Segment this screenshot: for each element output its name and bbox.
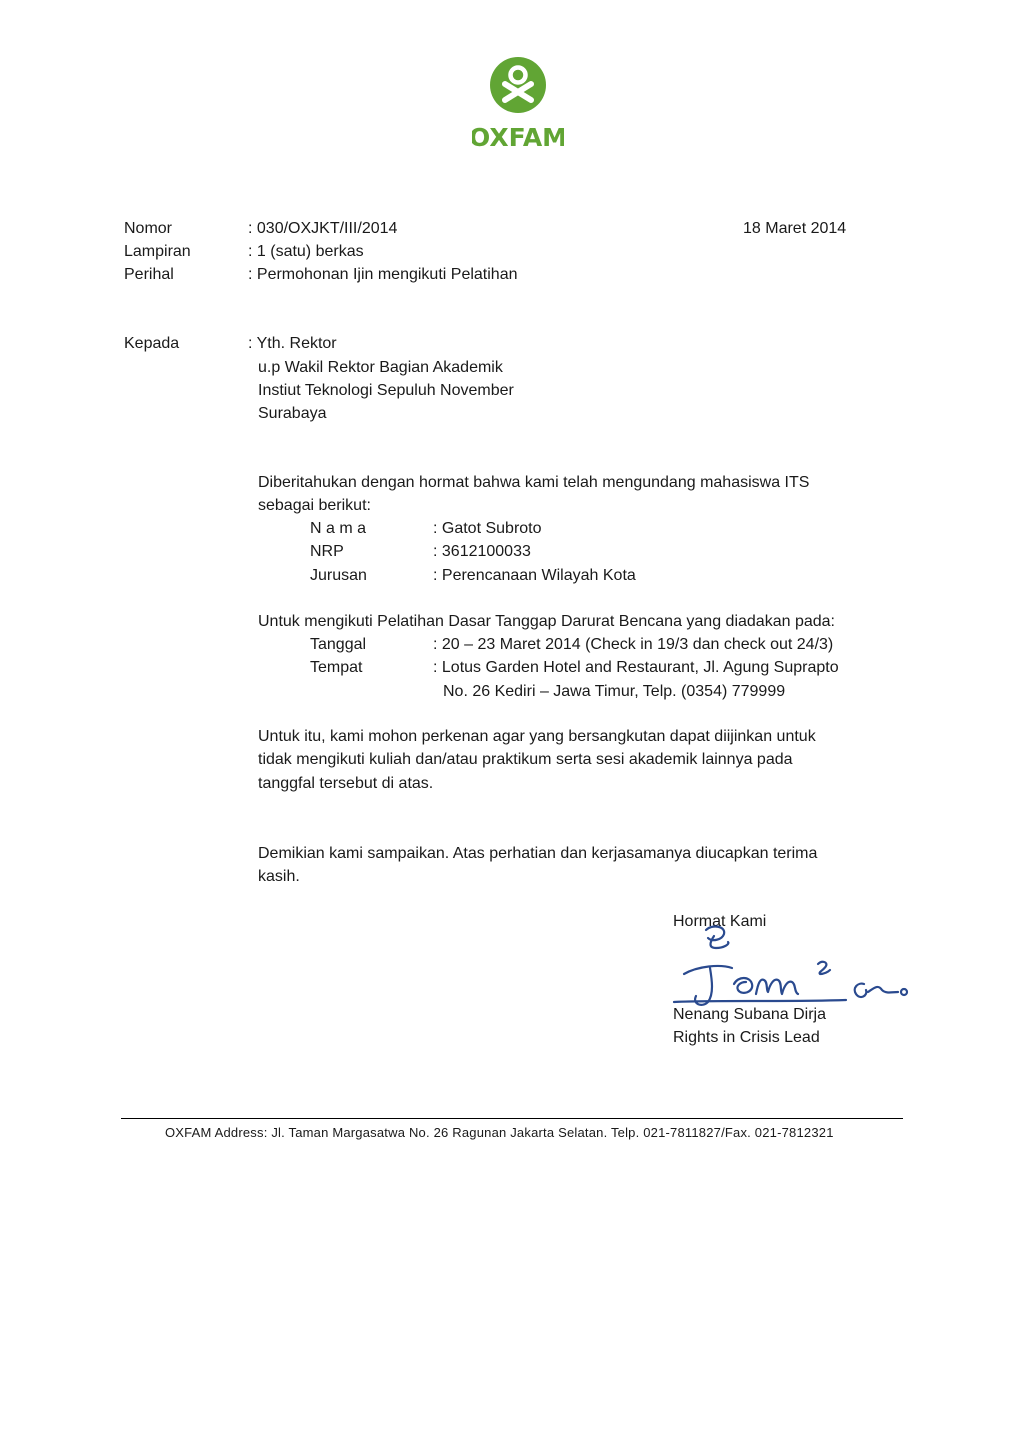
- oxfam-logo: [472, 55, 564, 155]
- lampiran-label: Lampiran: [124, 243, 191, 260]
- perihal-value: : Permohonan Ijin mengikuti Pelatihan: [248, 266, 518, 283]
- training-intro: Untuk mengikuti Pelatihan Dasar Tanggap Darurat Bencana yang diadakan pada:: [258, 613, 835, 630]
- training-value: : 20 – 23 Maret 2014 (Check in 19/3 dan check out 24/3): [433, 636, 834, 653]
- nomor-label: Nomor: [124, 220, 173, 237]
- request-line: tidak mengikuti kuliah dan/atau praktikum serta sesi akademik lainnya pada: [258, 751, 793, 768]
- training-label: Tanggal: [310, 636, 367, 653]
- kepada-label: Kepada: [124, 335, 180, 352]
- training-value-continued: No. 26 Kediri – Jawa Timur, Telp. (0354) 779999: [443, 683, 786, 700]
- student-value: : 3612100033: [433, 543, 531, 560]
- recipient-line: Instiut Teknologi Sepuluh November: [258, 382, 514, 399]
- student-label: NRP: [310, 543, 344, 560]
- nomor-value: : 030/OXJKT/III/2014: [248, 220, 398, 237]
- signatory-title: Rights in Crisis Lead: [673, 1029, 820, 1046]
- footer-address: OXFAM Address: Jl. Taman Margasatwa No. 26 Ragunan Jakarta Selatan. Telp. 021-7811827/Fax. 021-7812321: [165, 1125, 834, 1140]
- student-label: N a m a: [310, 520, 367, 537]
- closing-line: Demikian kami sampaikan. Atas perhatian dan kerjasamanya diucapkan terima: [258, 845, 818, 862]
- recipient-line: : Yth. Rektor: [248, 335, 337, 352]
- request-line: Untuk itu, kami mohon perkenan agar yang bersangkutan dapat diijinkan untuk: [258, 728, 816, 745]
- footer-divider: [121, 1118, 903, 1119]
- signoff-greeting: Hormat Kami: [673, 913, 767, 930]
- lampiran-value: : 1 (satu) berkas: [248, 243, 364, 260]
- student-value: : Perencanaan Wilayah Kota: [433, 567, 636, 584]
- training-label: Tempat: [310, 659, 363, 676]
- request-line: tanggfal tersebut di atas.: [258, 775, 434, 792]
- intro-line: Diberitahukan dengan hormat bahwa kami telah mengundang mahasiswa ITS: [258, 474, 810, 491]
- closing-line: kasih.: [258, 868, 300, 885]
- recipient-line: u.p Wakil Rektor Bagian Akademik: [258, 359, 503, 376]
- signatory-name: Nenang Subana Dirja: [673, 1006, 826, 1023]
- intro-line: sebagai berikut:: [258, 497, 371, 514]
- oxfam-logo-text: OXFAM: [472, 123, 564, 152]
- recipient-line: Surabaya: [258, 405, 327, 422]
- perihal-label: Perihal: [124, 266, 174, 283]
- student-label: Jurusan: [310, 567, 367, 584]
- letter-date: 18 Maret 2014: [743, 220, 847, 237]
- training-value: : Lotus Garden Hotel and Restaurant, Jl. Agung Suprapto: [433, 659, 839, 676]
- oxfam-logo-mark: [472, 55, 564, 155]
- student-value: : Gatot Subroto: [433, 520, 542, 537]
